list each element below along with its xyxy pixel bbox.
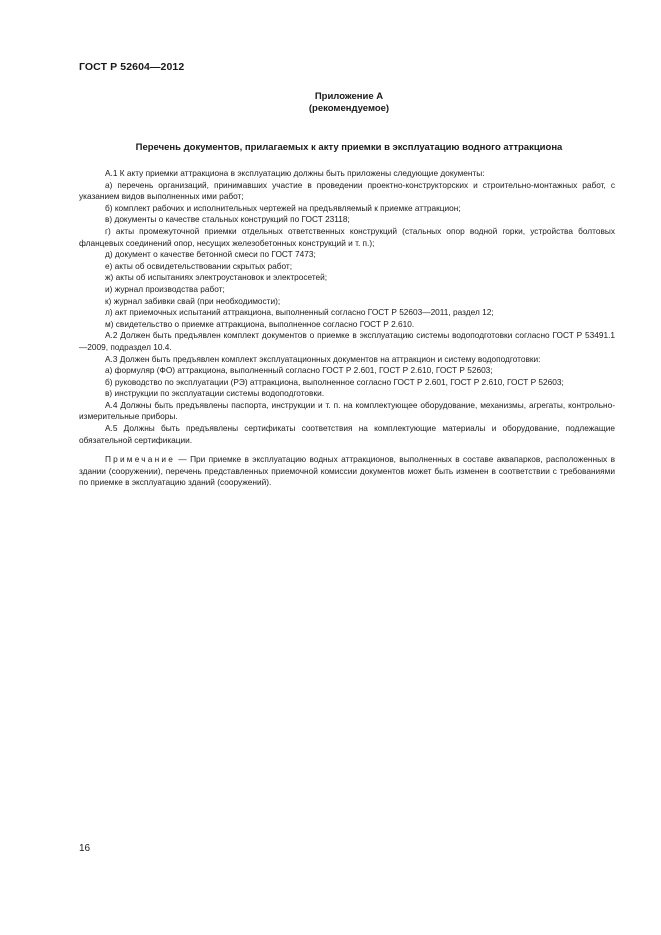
list-item-v: в) документы о качестве стальных конструкций по ГОСТ 23118; bbox=[105, 214, 350, 225]
list-item-l: л) акт приемочных испытаний аттракциона, выполненный согласно ГОСТ Р 52603—2011, раздел 12; bbox=[105, 307, 494, 318]
list-item-a3-a: а) формуляр (ФО) аттракциона, выполненный согласно ГОСТ Р 2.601, ГОСТ Р 2.610, ГОСТ Р 52603; bbox=[105, 365, 493, 376]
document-body bbox=[79, 168, 615, 489]
page-number: 16 bbox=[79, 843, 91, 854]
appendix-label: Приложение А bbox=[314, 91, 384, 102]
list-item-a3-b: б) руководство по эксплуатации (РЭ) аттракциона, выполненное согласно ГОСТ Р 2.601, ГОСТ Р 2.610, ГОСТ Р 52603; bbox=[105, 376, 564, 387]
section-title: Перечень документов, прилагаемых к акту приемки в эксплуатацию водного аттракциона bbox=[135, 142, 563, 153]
paragraph-a5: А.5 Должны быть предъявлены сертификаты соответствия на комплектующие материалы и оборудование, подлежащие обязательной сертификации. bbox=[79, 423, 615, 445]
appendix-status: (рекомендуемое) bbox=[308, 103, 390, 114]
note-label: Примечание bbox=[105, 454, 176, 465]
list-item-e: е) акты об освидетельствовании скрытых работ; bbox=[105, 260, 293, 271]
list-item-d: д) документ о качестве бетонной смеси по ГОСТ 7473; bbox=[105, 249, 316, 260]
paragraph-a4: А.4 Должны быть предъявлены паспорта, инструкции и т. п. на комплектующее оборудование, механизмы, агрегаты, контрольно-измерительные приборы. bbox=[79, 399, 615, 422]
paragraph-a3: А.3 Должен быть предъявлен комплект эксплуатационных документов на аттракцион и систему водоподготовки: bbox=[105, 353, 541, 364]
note-text: — При приемке в эксплуатацию водных аттракционов, выполненных в составе аквапарков, расположенных в здании (сооружении), перечень представленных приемочной комиссии документов может быть изменен в соответствии с требованиями по приемке в эксплуатацию зданий (сооружений). bbox=[79, 454, 615, 488]
list-item-b: б) комплект рабочих и исполнительных чертежей на предъявляемый к приемке аттракцион; bbox=[105, 202, 461, 213]
list-item-m: м) свидетельство о приемке аттракциона, выполненное согласно ГОСТ Р 2.610. bbox=[105, 318, 415, 329]
list-item-zh: ж) акты об испытаниях электроустановок и электросетей; bbox=[105, 272, 328, 283]
note-paragraph bbox=[79, 454, 615, 489]
list-item-i: и) журнал производства работ; bbox=[105, 283, 225, 294]
paragraph-a2: А.2 Должен быть предъявлен комплект документов о приемке в эксплуатацию системы водоподготовки согласно ГОСТ Р 53491.1—2009, подраздел 10.4. bbox=[79, 330, 615, 352]
list-item-a: а) перечень организаций, принимавших участие в проведении проектно-конструкторских и строительно-монтажных работ, с указанием видов выполненных ими работ; bbox=[79, 179, 615, 202]
paragraph-a1: А.1 К акту приемки аттракциона в эксплуатацию должны быть приложены следующие документы: bbox=[105, 168, 485, 178]
list-item-k: к) журнал забивки свай (при необходимости); bbox=[105, 295, 281, 306]
list-item-g: г) акты промежуточной приемки отдельных ответственных конструкций (стальных опор водной горки, устройства болтовых фланцевых соединений опор, несущих железобетонных конструкций и т. п.); bbox=[79, 225, 615, 248]
list-item-a3-v: в) инструкции по эксплуатации системы водоподготовки. bbox=[105, 388, 325, 399]
document-code: ГОСТ Р 52604—2012 bbox=[79, 61, 185, 73]
appendix-heading bbox=[79, 91, 619, 115]
